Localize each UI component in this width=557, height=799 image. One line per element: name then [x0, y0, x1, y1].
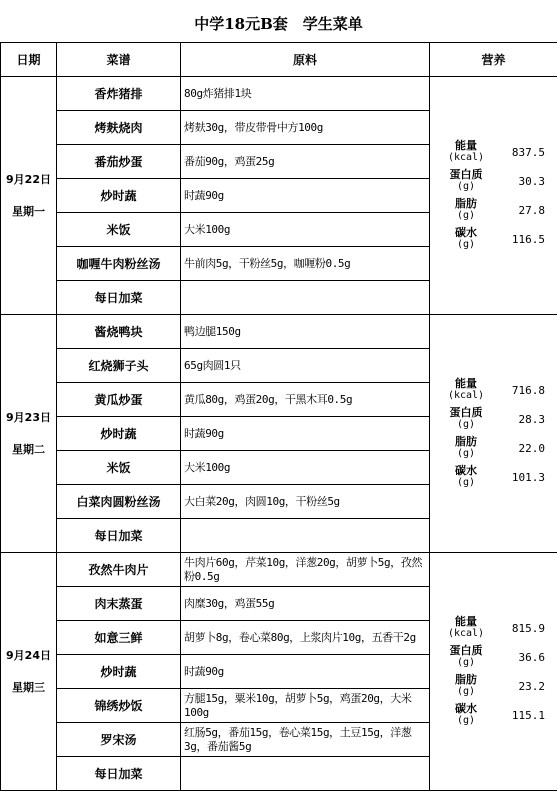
- nutrition-protein-label: [434, 169, 498, 193]
- nutrition-carb-row: [434, 703, 557, 727]
- nutrition-energy-label: [434, 378, 498, 402]
- dish-ingredients: 鸭边腿150g: [181, 315, 430, 349]
- nutrition-energy-unit: (kcal): [447, 628, 485, 639]
- nutrition-fat-label: [434, 198, 498, 222]
- dish-ingredients: 方腿15g，粟米10g，胡萝卜5g，鸡蛋20g，大米100g: [181, 689, 430, 723]
- dish-ingredients: 80g炸猪排1块: [181, 77, 430, 111]
- dish-name: 白菜肉圆粉丝汤: [57, 485, 181, 519]
- nutrition-carb-value: 101.3: [511, 470, 545, 484]
- nutrition-fat-label: [434, 674, 498, 698]
- nutrition-fat-name: 脂肪: [455, 435, 477, 448]
- nutrition-energy-name: 能量: [455, 377, 477, 390]
- dish-name: 炒时蔬: [57, 417, 181, 451]
- dish-name: 每日加菜: [57, 519, 181, 553]
- nutrition-energy-unit: (kcal): [447, 390, 485, 401]
- date-cell: [1, 553, 57, 791]
- nutrition-energy-value: 716.8: [511, 383, 545, 397]
- dish-name: 番茄炒蛋: [57, 145, 181, 179]
- dish-name: 炒时蔬: [57, 655, 181, 689]
- dish-ingredients: 胡萝卜8g，卷心菜80g，上浆肉片10g，五香干2g: [181, 621, 430, 655]
- nutrition-protein-row: [434, 645, 557, 669]
- nutrition-energy-unit: (kcal): [447, 152, 485, 163]
- dish-ingredients: 时蔬90g: [181, 417, 430, 451]
- dish-name: 每日加菜: [57, 281, 181, 315]
- dish-ingredients: 牛前肉5g，干粉丝5g，咖喱粉0.5g: [181, 247, 430, 281]
- dish-ingredients: [181, 519, 430, 553]
- page-title: 中学18元B套 学生菜单: [194, 15, 363, 33]
- nutrition-fat-unit: (g): [456, 686, 476, 697]
- dish-name: 咖喱牛肉粉丝汤: [57, 247, 181, 281]
- nutrition-energy-label: [434, 616, 498, 640]
- nutrition-fat-value: 27.8: [518, 203, 545, 217]
- menu-table: [0, 42, 557, 791]
- nutrition-protein-name: 蛋白质: [449, 406, 483, 419]
- nutrition-protein-value: 28.3: [518, 412, 545, 426]
- dish-name: 锦绣炒饭: [57, 689, 181, 723]
- dish-ingredients: 烤麸30g，带皮带骨中方100g: [181, 111, 430, 145]
- nutrition-fat-value: 23.2: [518, 679, 545, 693]
- nutrition-fat-unit: (g): [456, 448, 476, 459]
- dish-name: 每日加菜: [57, 757, 181, 791]
- nutrition-fat-label: [434, 436, 498, 460]
- nutrition-protein-value: 30.3: [518, 174, 545, 188]
- dish-name: 如意三鲜: [57, 621, 181, 655]
- dish-name: 红烧狮子头: [57, 349, 181, 383]
- nutrition-fat-name: 脂肪: [455, 197, 477, 210]
- nutrition-energy-row: [434, 140, 557, 164]
- nutrition-carb-row: [434, 227, 557, 251]
- nutrition-carb-label: [434, 227, 498, 251]
- dish-ingredients: 牛肉片60g，芹菜10g，洋葱20g，胡萝卜5g，孜然粉0.5g: [181, 553, 430, 587]
- nutrition-protein-row: [434, 407, 557, 431]
- dish-name: 香炸猪排: [57, 77, 181, 111]
- nutrition-energy-row: [434, 616, 557, 640]
- nutrition-protein-unit: (g): [456, 657, 476, 668]
- nutrition-carb-name: 碳水: [455, 464, 477, 477]
- dish-ingredients: [181, 757, 430, 791]
- menu-row: [1, 77, 557, 111]
- dish-name: 米饭: [57, 213, 181, 247]
- nutrition-protein-row: [434, 169, 557, 193]
- nutrition-cell: [430, 77, 557, 315]
- nutrition-fat-row: [434, 674, 557, 698]
- nutrition-carb-name: 碳水: [455, 226, 477, 239]
- date-label: 9月23日: [6, 410, 51, 424]
- nutrition-energy-name: 能量: [455, 139, 477, 152]
- date-cell: [1, 77, 57, 315]
- nutrition-fat-value: 22.0: [518, 441, 545, 455]
- nutrition-fat-row: [434, 198, 557, 222]
- nutrition-carb-row: [434, 465, 557, 489]
- header-ingredients: 原料: [181, 43, 430, 77]
- nutrition-cell: [430, 315, 557, 553]
- nutrition-cell: [430, 553, 557, 791]
- nutrition-fat-unit: (g): [456, 210, 476, 221]
- dish-name: 孜然牛肉片: [57, 553, 181, 587]
- nutrition-carb-unit: (g): [456, 715, 476, 726]
- dish-ingredients: 番茄90g，鸡蛋25g: [181, 145, 430, 179]
- nutrition-protein-unit: (g): [456, 419, 476, 430]
- nutrition-fat-name: 脂肪: [455, 673, 477, 686]
- dish-ingredients: [181, 281, 430, 315]
- date-label: 9月22日: [6, 172, 51, 186]
- dish-ingredients: 65g肉圆1只: [181, 349, 430, 383]
- nutrition-protein-unit: (g): [456, 181, 476, 192]
- nutrition-energy-name: 能量: [455, 615, 477, 628]
- dish-ingredients: 大米100g: [181, 213, 430, 247]
- dish-name: 肉末蒸蛋: [57, 587, 181, 621]
- menu-row: [1, 315, 557, 349]
- nutrition-energy-value: 815.9: [511, 621, 545, 635]
- header-dish: 菜谱: [57, 43, 181, 77]
- nutrition-carb-label: [434, 465, 498, 489]
- nutrition-energy-value: 837.5: [511, 145, 545, 159]
- nutrition-carb-unit: (g): [456, 239, 476, 250]
- date-label: 9月24日: [6, 648, 51, 662]
- dish-ingredients: 时蔬90g: [181, 179, 430, 213]
- date-cell: [1, 315, 57, 553]
- nutrition-fat-row: [434, 436, 557, 460]
- header-date: 日期: [1, 43, 57, 77]
- dish-ingredients: 红肠5g，番茄15g，卷心菜15g，土豆15g，洋葱3g，番茄酱5g: [181, 723, 430, 757]
- nutrition-energy-row: [434, 378, 557, 402]
- dish-name: 炒时蔬: [57, 179, 181, 213]
- header-row: [1, 43, 557, 77]
- dish-name: 罗宋汤: [57, 723, 181, 757]
- weekday-label: 星期三: [12, 680, 45, 694]
- weekday-label: 星期二: [12, 442, 45, 456]
- nutrition-carb-label: [434, 703, 498, 727]
- nutrition-protein-name: 蛋白质: [449, 168, 483, 181]
- dish-ingredients: 大米100g: [181, 451, 430, 485]
- nutrition-energy-label: [434, 140, 498, 164]
- dish-name: 黄瓜炒蛋: [57, 383, 181, 417]
- dish-name: 酱烧鸭块: [57, 315, 181, 349]
- dish-ingredients: 大白菜20g，肉圆10g，干粉丝5g: [181, 485, 430, 519]
- header-nutrition: 营养: [430, 43, 557, 77]
- dish-ingredients: 时蔬90g: [181, 655, 430, 689]
- nutrition-protein-label: [434, 645, 498, 669]
- nutrition-carb-value: 116.5: [511, 232, 545, 246]
- nutrition-protein-value: 36.6: [518, 650, 545, 664]
- nutrition-carb-value: 115.1: [511, 708, 545, 722]
- nutrition-protein-name: 蛋白质: [449, 644, 483, 657]
- dish-ingredients: 黄瓜80g，鸡蛋20g，干黑木耳0.5g: [181, 383, 430, 417]
- dish-name: 烤麸烧肉: [57, 111, 181, 145]
- nutrition-carb-unit: (g): [456, 477, 476, 488]
- nutrition-protein-label: [434, 407, 498, 431]
- nutrition-carb-name: 碳水: [455, 702, 477, 715]
- menu-row: [1, 553, 557, 587]
- weekday-label: 星期一: [12, 204, 45, 218]
- dish-ingredients: 肉糜30g，鸡蛋55g: [181, 587, 430, 621]
- dish-name: 米饭: [57, 451, 181, 485]
